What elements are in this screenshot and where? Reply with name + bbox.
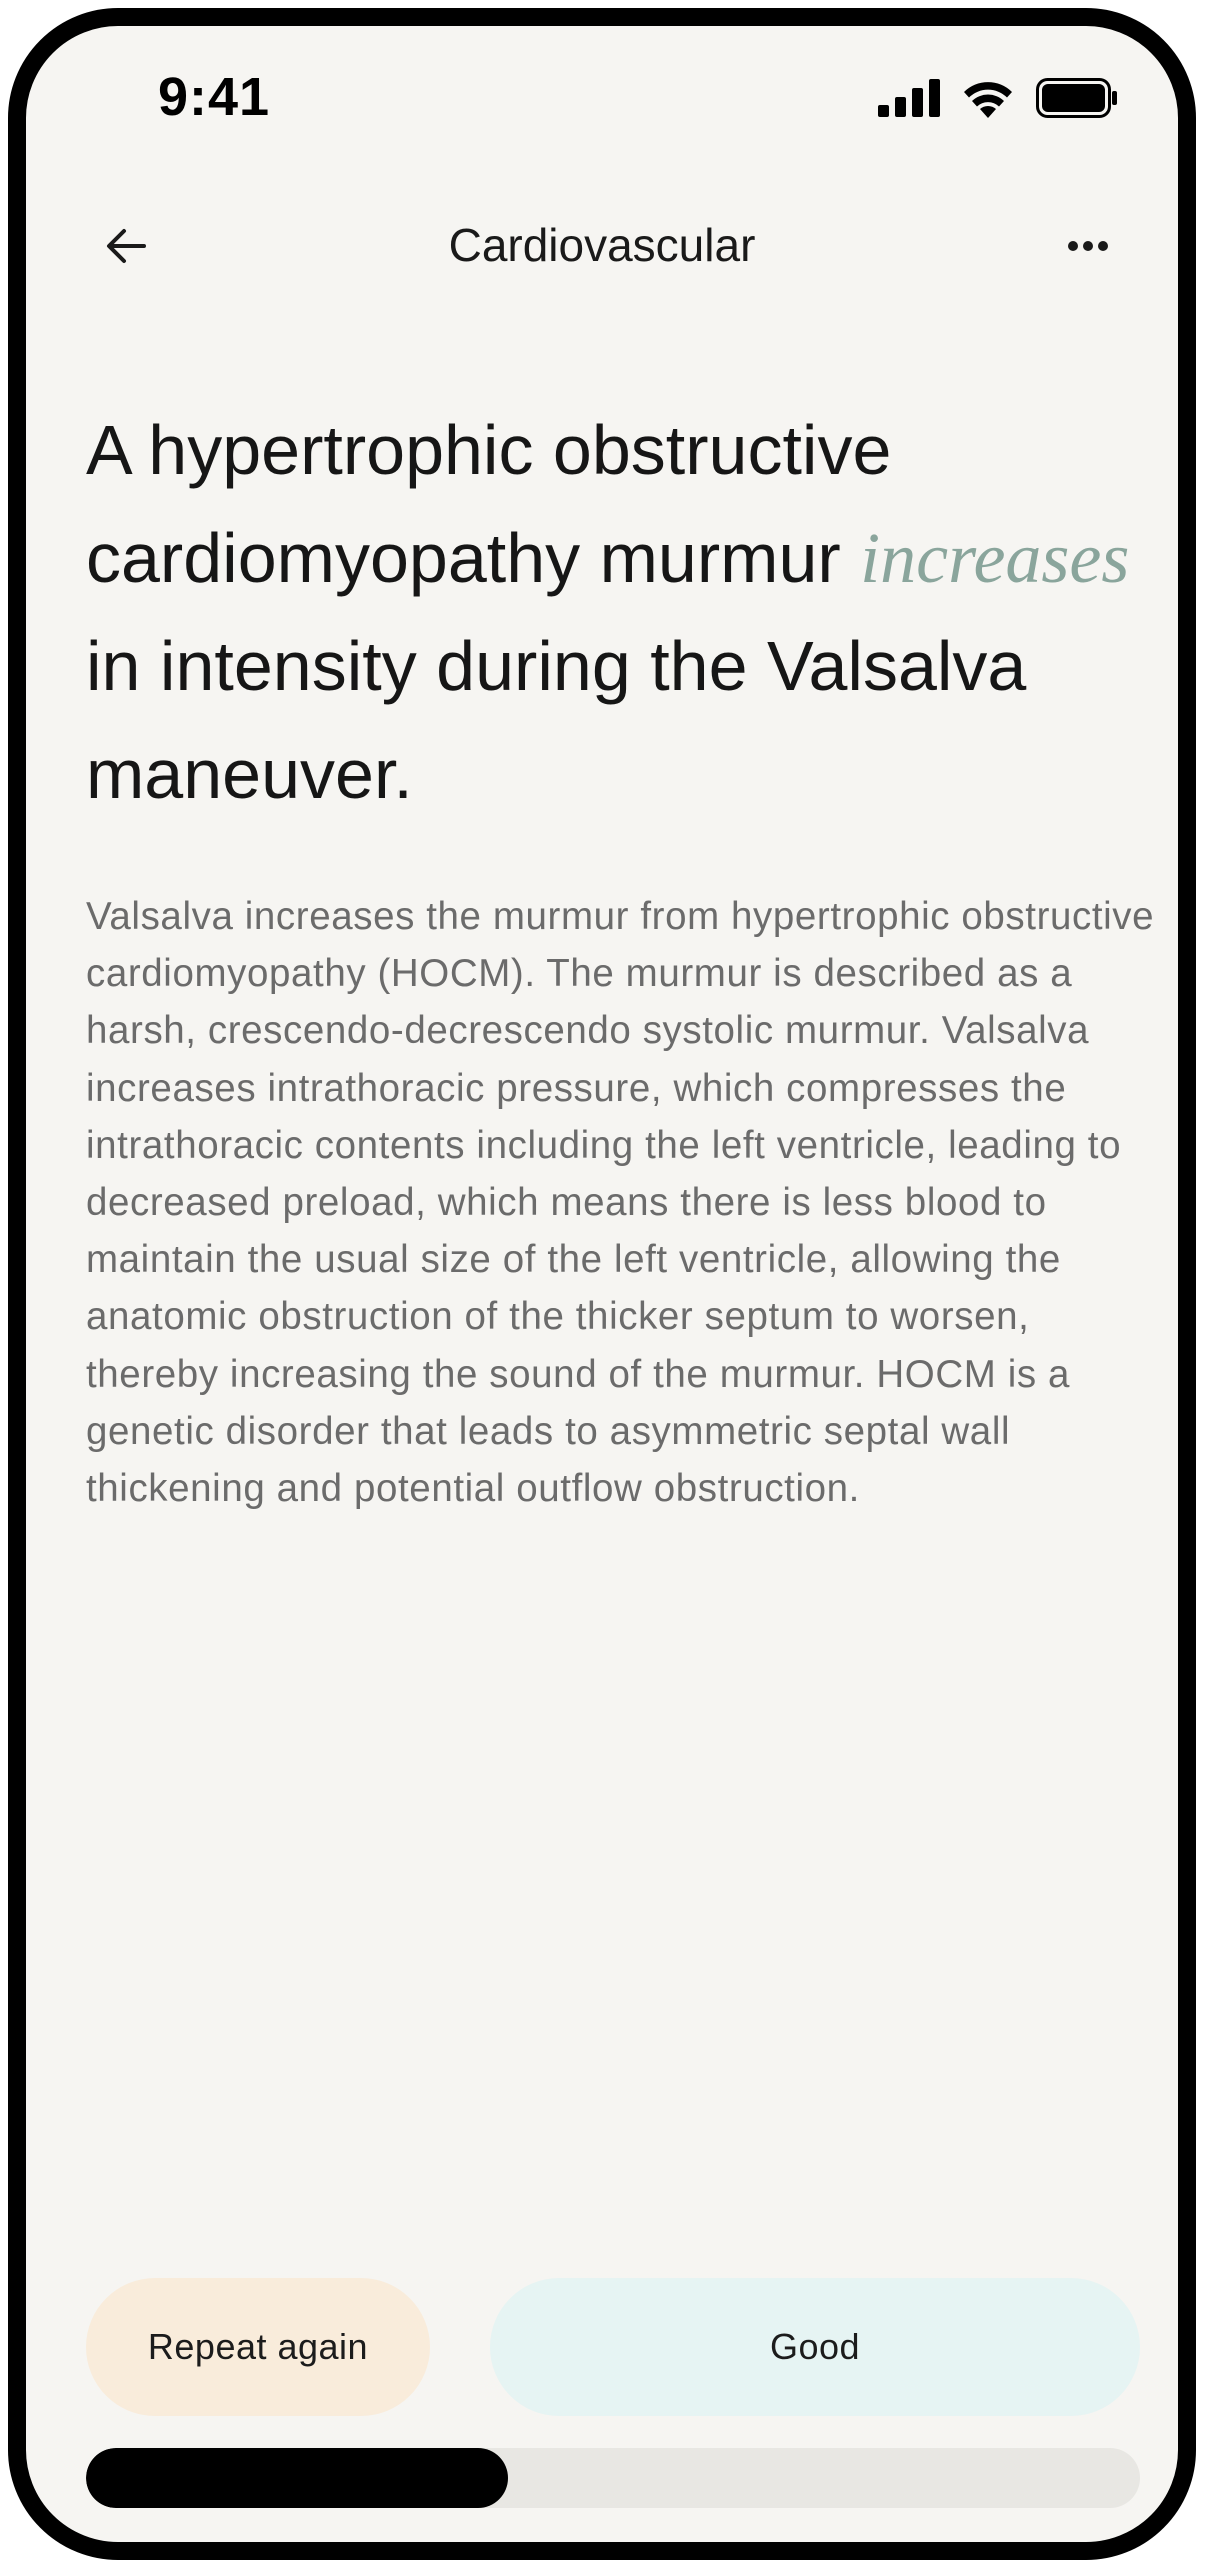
progress-bar: [86, 2448, 1140, 2508]
phone-screen: [8, 8, 1196, 2560]
progress-fill: [86, 2448, 508, 2508]
statement-highlight: increases: [860, 518, 1130, 598]
more-button[interactable]: [1058, 216, 1118, 276]
nav-bar: [26, 196, 1178, 296]
status-time: 9:41: [158, 67, 271, 127]
statement-text-start: A hypertrophic obstructive cardiomyopathy murmur: [86, 411, 892, 597]
battery-icon: [1036, 78, 1118, 123]
wifi-icon: [962, 78, 1014, 123]
card-statement: [86, 396, 1146, 828]
card-explanation: Valsalva increases the murmur from hypertrophic obstructive cardiomyopathy (HOCM). The murmur is described as a harsh, crescendo-decrescendo systolic murmur. Valsalva increases intrathoracic pressure, which compresses the intrathoracic contents including the left ventricle, leading to decreased preload, which means there is less blood to maintain the usual size of the left ventricle, allowing the anatomic obstruction of the thicker septum to worsen, thereby increasing the sound of the murmur. HOCM is a genetic disorder that leads to asymmetric septal wall thickening and potential outflow obstruction.: [86, 895, 1155, 1511]
status-icons: [878, 78, 1118, 123]
status-bar: [26, 26, 1178, 166]
page-title: Cardiovascular: [448, 219, 756, 271]
cellular-signal-icon: [878, 79, 940, 122]
good-button[interactable]: Good: [490, 2278, 1140, 2416]
repeat-again-button[interactable]: Repeat again: [86, 2278, 430, 2416]
ellipsis-icon: [1068, 240, 1108, 252]
statement-text-end: in intensity during the Valsalva maneuver.: [86, 627, 1027, 813]
